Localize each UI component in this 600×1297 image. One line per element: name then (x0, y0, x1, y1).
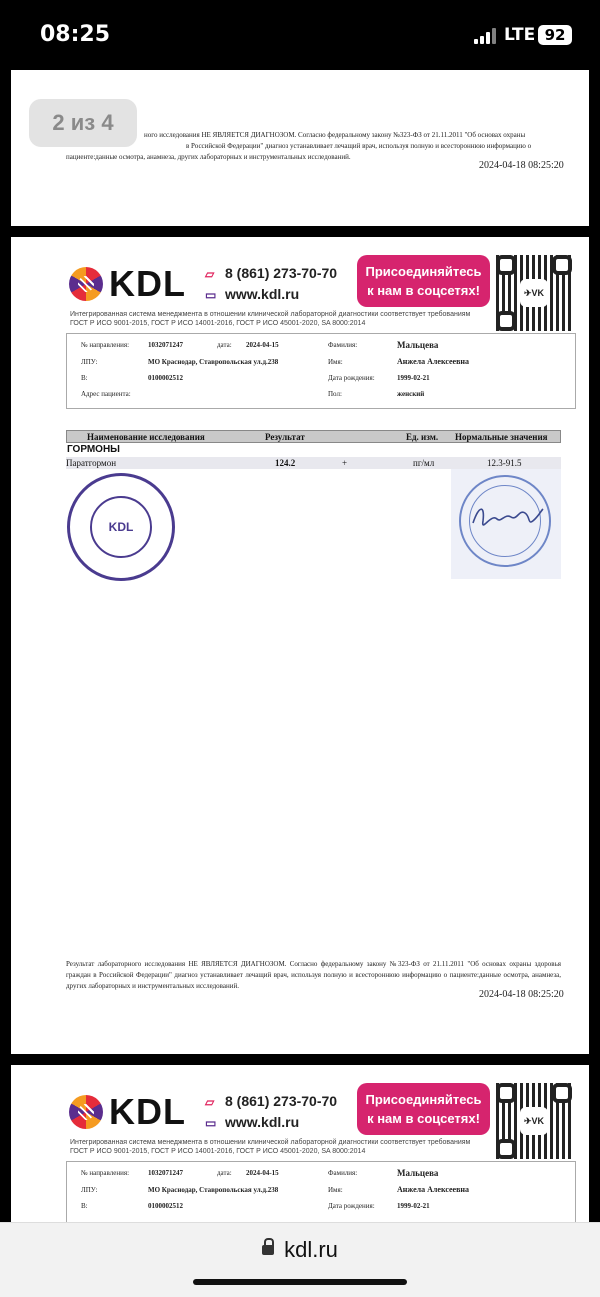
qr-code: ✈VK (496, 255, 572, 331)
website-link[interactable]: www.kdl.ru (225, 1114, 300, 1130)
disclaimer-text: ного исследования НЕ ЯВЛЯЕТСЯ ДИАГНОЗОМ. Согласно федеральному закону №323-ФЗ от 21.11.2011 "Об основах охраны в Российской Федерации" диагноз устанавливает лечащий врач, используя полную и всестороннюю информацию о пациенте:данные осмотра, анамнеза, других лабораторных и инструментальных исследований. (66, 131, 532, 161)
contacts (205, 1091, 337, 1133)
home-indicator[interactable] (193, 1279, 407, 1285)
url-field[interactable]: kdl.ru (0, 1237, 600, 1263)
signature-icon (469, 499, 545, 539)
lock-icon (262, 1245, 274, 1255)
test-norm: 12.3-91.5 (487, 458, 522, 468)
referral-date: 2024-04-15 (246, 341, 279, 349)
iso-certification: Интегрированная система менеджмента в отношении клинической лабораторной диагностики соответствует требованиям ГОСТ Р ИСО 9001-2015, ГОСТ Р ИСО 14001-2016, ГОСТ Р ИСО 45001-2020, SA 8000:2014 (70, 311, 471, 327)
monitor-icon: ▭ (205, 288, 217, 302)
signal-icon (474, 28, 496, 44)
status-bar (0, 0, 600, 70)
qr-code: ✈VK (496, 1083, 572, 1159)
referral-number: 1032071247 (148, 341, 183, 349)
clock: 08:25 (40, 22, 111, 47)
pdf-page-1 (11, 70, 589, 226)
lab-stamp: KDL (67, 473, 175, 581)
kdl-logo: KDL (69, 1091, 186, 1133)
pdf-page-2 (11, 237, 589, 1054)
results-group-title: ГОРМОНЫ (67, 444, 120, 455)
phone-number[interactable]: 8 (861) 273-70-70 (225, 265, 338, 281)
network-type: LTE (504, 25, 536, 45)
social-promo-banner[interactable]: Присоединяйтесь к нам в соцсетях! (357, 255, 490, 307)
social-promo-banner[interactable]: Присоединяйтесь к нам в соцсетях! (357, 1083, 490, 1135)
browser-address-bar[interactable] (0, 1222, 600, 1297)
pdf-page-3 (11, 1065, 589, 1225)
lpu: МО Краснодар, Ставропольская ул.д.238 (148, 358, 279, 366)
website-link[interactable]: www.kdl.ru (225, 286, 300, 302)
test-flag: + (342, 458, 348, 468)
birth-date: 1999-02-21 (397, 374, 430, 382)
printed-timestamp: 2024-04-18 08:25:20 (479, 160, 564, 171)
disclaimer-text: Результат лабораторного исследования НЕ ЯВЛЯЕТСЯ ДИАГНОЗОМ. Согласно федеральному закону №323-ФЗ от 21.11.2011 "Об основах охраны здоровья граждан в Российской Федерации" диагноз устанавливает лечащий врач, используя полную и всестороннюю информацию о пациенте:данные осмотра, анамнеза, других лабораторных и инструментальных исследований. (66, 960, 561, 990)
phone-icon: ▱ (205, 267, 215, 281)
phone-number[interactable]: 8 (861) 273-70-70 (225, 1093, 338, 1109)
table-row (66, 457, 561, 469)
patient-surname: Мальцева (397, 340, 439, 350)
printed-timestamp: 2024-04-18 08:25:20 (479, 989, 564, 1000)
battery-icon: 92 (538, 25, 572, 45)
monitor-icon: ▭ (205, 1116, 217, 1130)
kdl-logo: KDL (69, 263, 186, 305)
iso-certification: Интегрированная система менеджмента в отношении клинической лабораторной диагностики соответствует требованиям ГОСТ Р ИСО 9001-2015, ГОСТ Р ИСО 14001-2016, ГОСТ Р ИСО 45001-2020, SA 8000:2014 (70, 1139, 471, 1155)
results-table-header: Наименование исследования Результат Ед. изм. Нормальные значения (66, 430, 561, 443)
patient-name: Анжела Алексеевна (397, 357, 470, 366)
page-indicator: 2 из 4 (29, 99, 137, 147)
phone-icon: ▱ (205, 1095, 215, 1109)
test-value: 124.2 (275, 458, 296, 468)
kdl-logo-icon (69, 267, 103, 301)
contacts (205, 263, 337, 305)
test-name: Паратгормон (66, 458, 117, 468)
patient-sex: женский (397, 390, 425, 398)
patient-info: № направления: 1032071247 дата: 2024-04-15 Фамилия: Мальцева ЛПУ: МО Краснодар, Ставропольская ул.д.238 Имя: Анжела Алексеевна В: 0100002512 Дата рождения: 1999-02-21 (66, 1161, 576, 1237)
test-unit: пг/мл (413, 458, 435, 468)
patient-info: № направления: 1032071247 дата: 2024-04-15 Фамилия: Мальцева ЛПУ: МО Краснодар, Ставропольская ул.д.238 Имя: Анжела Алексеевна В: 0100002512 Дата рождения: 1999-02-21 Адрес пациента: Пол: женский (66, 333, 576, 409)
doctor-signature-stamp (451, 469, 561, 579)
patient-code: 0100002512 (148, 374, 183, 382)
kdl-logo-icon (69, 1095, 103, 1129)
